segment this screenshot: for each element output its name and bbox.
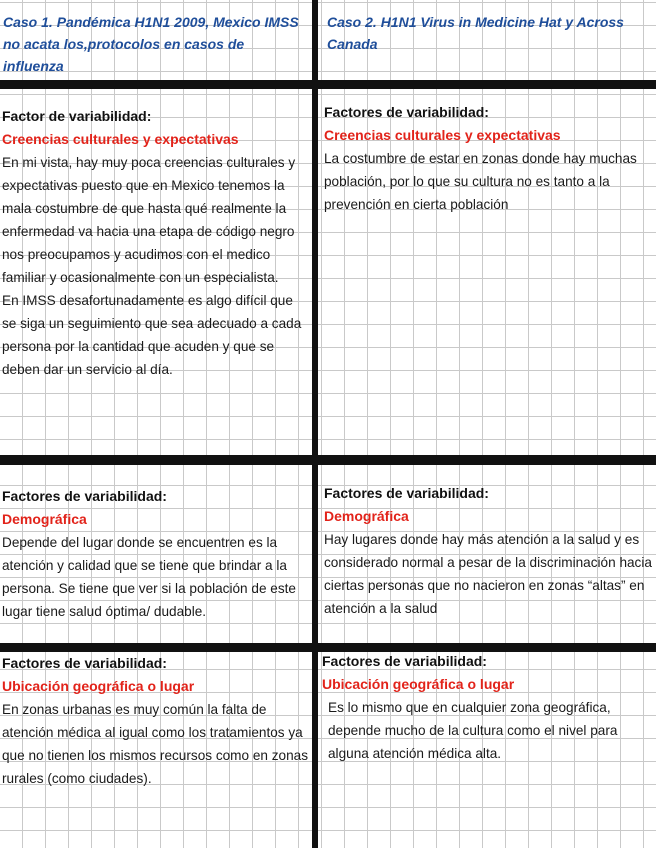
category-label: Creencias culturales y expectativas [2,131,239,147]
category-label: Demográfica [2,511,87,527]
case1-demographic-cell [2,485,308,623]
case1-title: Caso 1. Pandémica H1N1 2009, Mexico IMSS no acata los,protocolos en casos de influenza [3,14,299,74]
row-divider-header [0,80,656,89]
row-divider-middle [0,455,656,465]
paragraph: Es lo mismo que en cualquier zona geográfica, depende mucho de la cultura como el nivel para alguna atención médica alta. [328,700,618,761]
factor-label: Factores de variabilidad: [324,104,489,120]
factor-label: Factores de variabilidad: [2,655,167,671]
case1-location-cell [2,652,308,790]
factor-label: Factor de variabilidad: [2,108,152,124]
paragraph: Hay lugares donde hay más atención a la salud y es considerado normal a pesar de la discriminación hacia ciertas personas que no nacieron en zonas “altas” en atención a la salud [324,532,652,616]
paragraph: En mi vista, hay muy poca creencias culturales y expectativas puesto que en Mexico tenemos la mala costumbre de que hasta qué realmente la enfermedad va hacia una etapa de código negro nos preocupamos y acudimos con el medico familiar y ocasionalmente con un especialista. [2,155,296,285]
factor-label: Factores de variabilidad: [2,488,167,504]
paragraph: En zonas urbanas es muy común la falta de atención médica al igual como los tratamientos ya que no tienen los mismos recursos como en zonas rurales (como ciudades). [2,702,309,786]
category-label: Ubicación geográfica o lugar [2,678,195,694]
paragraph: Depende del lugar donde se encuentren es la atención y calidad que se tiene que brindar a la persona. Se tiene que ver si la población de este lugar tiene salud óptima/ dudable. [2,535,296,619]
case2-title: Caso 2. H1N1 Virus in Medicine Hat y Across Canada [327,14,624,52]
case2-location-cell [322,650,652,765]
category-label: Ubicación geográfica o lugar [322,676,515,692]
case2-demographic-cell [324,482,654,620]
category-label: Creencias culturales y expectativas [324,127,561,143]
category-label: Demográfica [324,508,409,524]
factor-label: Factores de variabilidad: [322,653,487,669]
case2-cultural-cell [324,101,650,216]
paragraph: En IMSS desafortunadamente es algo difícil que se siga un seguimiento que sea adecuado a cada persona por la cantidad que acuden y que se deben dar un servicio al día. [2,293,302,377]
case1-cultural-cell [2,105,308,381]
column-divider [312,0,318,848]
factor-label: Factores de variabilidad: [324,485,489,501]
paragraph: La costumbre de estar en zonas donde hay muchas población, por lo que su cultura no es tanto a la prevención en cierta población [324,151,637,212]
